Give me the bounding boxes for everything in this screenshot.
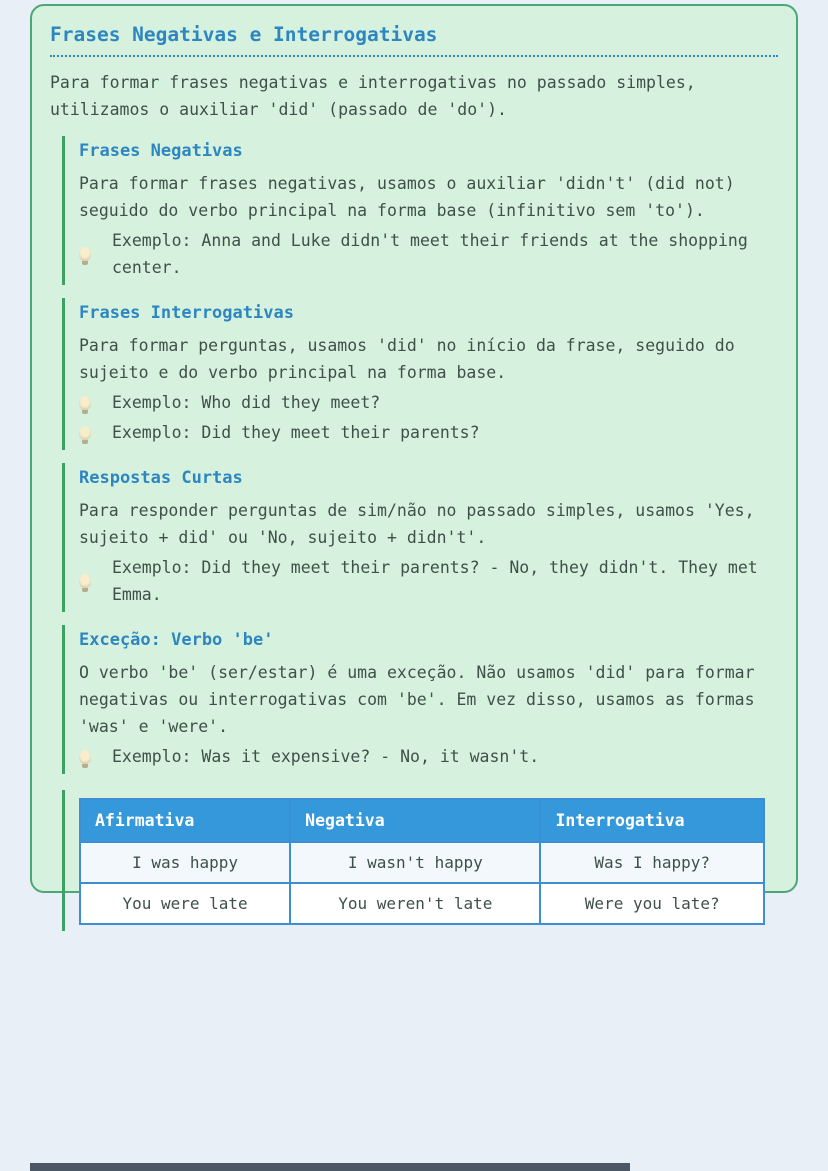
table-cell: You weren't late bbox=[290, 883, 540, 924]
table-cell: I wasn't happy bbox=[290, 842, 540, 883]
section-heading: Exceção: Verbo 'be' bbox=[79, 630, 274, 650]
section-block bbox=[62, 136, 778, 285]
lightbulb-icon-column bbox=[79, 227, 112, 281]
grammar-lesson-card bbox=[30, 4, 798, 913]
lightbulb-icon-column bbox=[79, 389, 112, 416]
section-body-text: O verbo 'be' (ser/estar) é uma exceção. Não usamos 'did' para formar negativas ou interrogativas com 'be'. Em vez disso, usamos as formas 'was' e 'were'. bbox=[79, 663, 755, 736]
table-header-cell: Afirmativa bbox=[80, 799, 290, 842]
lightbulb-icon bbox=[79, 750, 91, 764]
section-block bbox=[62, 298, 778, 450]
lightbulb-icon-column bbox=[79, 743, 112, 770]
section-heading: Frases Interrogativas bbox=[79, 303, 294, 323]
table-row bbox=[80, 883, 764, 924]
section-block bbox=[62, 625, 778, 774]
section-block bbox=[62, 463, 778, 612]
example-item bbox=[79, 419, 778, 446]
table-header-cell: Negativa bbox=[290, 799, 540, 842]
bottom-edge-bar bbox=[30, 1163, 630, 1171]
section-body-text: Para formar perguntas, usamos 'did' no início da frase, seguido do sujeito e do verbo principal na forma base. bbox=[79, 336, 735, 382]
table-body bbox=[80, 842, 764, 924]
section-body-text: Para formar frases negativas, usamos o auxiliar 'didn't' (did not) seguido do verbo principal na forma base (infinitivo sem 'to'). bbox=[79, 174, 735, 220]
example-text: Exemplo: Anna and Luke didn't meet their friends at the shopping center. bbox=[112, 231, 748, 277]
be-verb-table-block bbox=[62, 790, 778, 931]
lightbulb-icon bbox=[79, 574, 91, 588]
table-cell: Were you late? bbox=[540, 883, 764, 924]
example-text: Exemplo: Was it expensive? - No, it wasn't. bbox=[112, 747, 540, 766]
example-text: Exemplo: Who did they meet? bbox=[112, 393, 381, 412]
lightbulb-icon-column bbox=[79, 419, 112, 446]
example-item bbox=[79, 227, 778, 281]
table-cell: You were late bbox=[80, 883, 290, 924]
section-heading: Frases Negativas bbox=[79, 141, 243, 161]
be-forms-table bbox=[79, 798, 765, 925]
example-item bbox=[79, 554, 778, 608]
page-title: Frases Negativas e Interrogativas bbox=[50, 22, 778, 57]
lightbulb-icon bbox=[79, 396, 91, 410]
lightbulb-icon bbox=[79, 426, 91, 440]
table-row bbox=[80, 842, 764, 883]
lightbulb-icon bbox=[79, 247, 91, 261]
section-body-text: Para responder perguntas de sim/não no passado simples, usamos 'Yes, sujeito + did' ou 'No, sujeito + didn't'. bbox=[79, 501, 755, 547]
table-cell: I was happy bbox=[80, 842, 290, 883]
table-header-row bbox=[80, 799, 764, 842]
example-item bbox=[79, 389, 778, 416]
section-heading: Respostas Curtas bbox=[79, 468, 243, 488]
example-item bbox=[79, 743, 778, 770]
intro-paragraph: Para formar frases negativas e interrogativas no passado simples, utilizamos o auxiliar 'did' (passado de 'do'). bbox=[50, 73, 696, 119]
table-cell: Was I happy? bbox=[540, 842, 764, 883]
example-text: Exemplo: Did they meet their parents? bbox=[112, 423, 480, 442]
sections-container bbox=[50, 136, 778, 774]
table-header-cell: Interrogativa bbox=[540, 799, 764, 842]
example-text: Exemplo: Did they meet their parents? - No, they didn't. They met Emma. bbox=[112, 558, 758, 604]
lightbulb-icon-column bbox=[79, 554, 112, 608]
